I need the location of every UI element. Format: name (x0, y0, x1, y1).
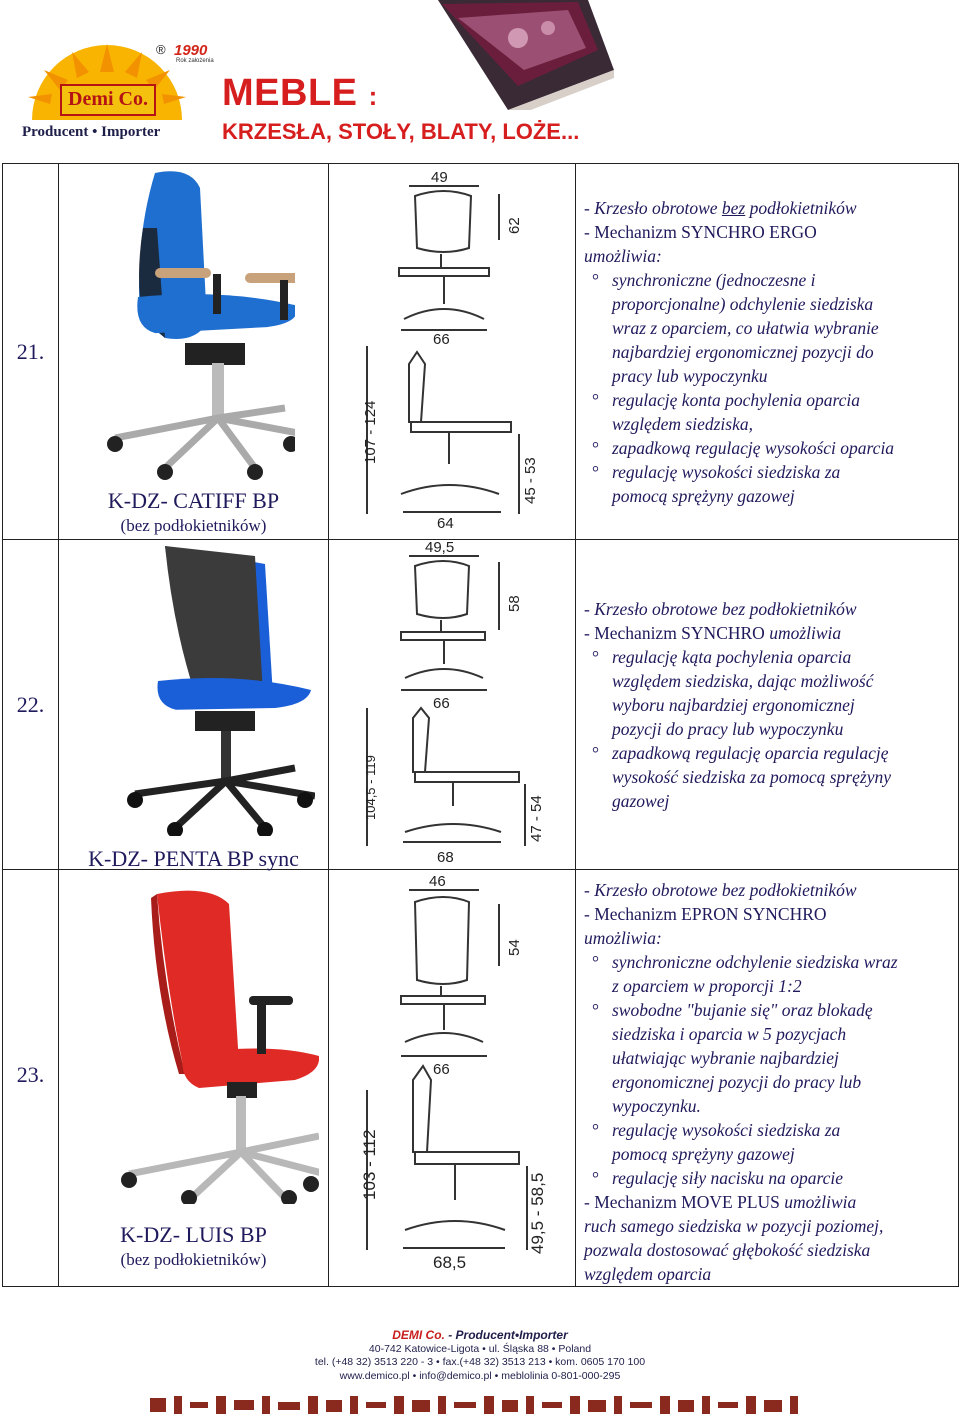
list-item-line: gazowej (612, 791, 670, 811)
desc-text: - (584, 222, 595, 242)
dimension-diagram-cell (329, 540, 576, 870)
desc-text: - Krzesło obrotowe (584, 198, 722, 218)
footer-company (0, 1328, 960, 1342)
row-number: 21. (16, 339, 45, 364)
list-item-line: ułatwiając wybranie najbardziej (612, 1048, 839, 1068)
desc-text: - (584, 623, 595, 643)
row-number: 22. (16, 692, 45, 717)
description-cell (576, 164, 959, 540)
desc-line: umożliwia: (584, 246, 662, 266)
dim-base-width: 68 (437, 849, 454, 866)
list-item-line: ° regulację siły nacisku na oparcie (612, 1168, 844, 1188)
model-name: K-DZ- LUIS BP (120, 1222, 267, 1247)
dim-seat-width: 66 (433, 1061, 450, 1078)
desc-underlined: bez (721, 198, 746, 218)
list-item-line: ° synchroniczne odchylenie siedziska wraz (612, 952, 898, 972)
dim-seat-height: 45 - 53 (522, 457, 539, 504)
table-row (3, 164, 959, 540)
list-item-line: pozycji do pracy lub wypoczynku (612, 719, 844, 739)
desc-text: - (584, 1192, 595, 1212)
list-item-line: ° regulację kąta pochylenia oparcia (612, 647, 852, 667)
dimension-diagram-cell (329, 164, 576, 540)
row-number-cell (3, 164, 59, 540)
row-number-cell (3, 540, 59, 870)
dim-total-height: 107 - 124 (362, 400, 379, 464)
dim-top-width: 49,5 (425, 540, 455, 556)
dim-top-width: 49 (431, 169, 448, 186)
chair-photo-cell (59, 540, 329, 870)
dim-total-height: 103 - 112 (360, 1129, 379, 1200)
list-item (612, 741, 952, 813)
mechanism-line (584, 220, 952, 244)
list-item-line: wyboru najbardziej ergonomicznej (612, 695, 855, 715)
list-item-line: ° synchroniczne (jednoczesne i (612, 270, 816, 290)
feature-list (584, 645, 952, 813)
dim-total-height: 104,5 - 119 (363, 755, 378, 820)
list-item (612, 1118, 952, 1166)
desc-line: względem oparcia (584, 1264, 712, 1284)
chair-photo-penta (95, 546, 315, 836)
chair-photo-luis (99, 884, 319, 1204)
list-item-line: najbardziej ergonomicznej pozycji do (612, 342, 874, 362)
table-row (3, 870, 959, 1287)
list-item-line: ergonomicznej pozycji do pracy lub (612, 1072, 862, 1092)
list-item-line: z oparciem w proporcji 1:2 (612, 976, 802, 996)
desc-line: pozwala dostosować głębokość siedziska (584, 1240, 871, 1260)
footer-phones: tel. (+48 32) 3513 220 - 3 • fax.(+48 32) 3513 213 • kom. 0605 170 100 (314, 1356, 646, 1368)
desc-line: ruch samego siedziska w pozycji poziomej, (584, 1216, 884, 1236)
footer-company-name: DEMI Co. (392, 1328, 445, 1342)
product-table (2, 163, 959, 1287)
list-item (612, 998, 952, 1118)
dimension-diagram-penta (329, 540, 574, 870)
founding-caption: Rok założenia (176, 58, 214, 64)
mechanism-name: Mechanizm MOVE PLUS (594, 1192, 780, 1212)
dim-seat-width: 66 (433, 331, 450, 348)
list-item-line: ° regulację wysokości siedziska za (612, 462, 841, 482)
page-subtitle: KRZESŁA, STOŁY, BLATY, LOŻE... (222, 119, 580, 144)
list-item-line: ° regulację konta pochylenia oparcia (612, 390, 861, 410)
dimension-diagram-luis (329, 870, 574, 1278)
desc-text: podłokietników (745, 198, 857, 218)
dim-back-height: 62 (506, 217, 523, 234)
mechanism-line (584, 902, 952, 926)
model-note: (bez podłokietników) (120, 1250, 267, 1269)
list-item (612, 950, 952, 998)
page-title-text: MEBLE (222, 72, 358, 114)
mechanism-line (584, 1190, 952, 1214)
description-cell (576, 870, 959, 1287)
table-row (3, 540, 959, 870)
company-logo: Demi Co. (60, 84, 156, 116)
list-item-line: ° regulację wysokości siedziska za (612, 1120, 841, 1140)
chair-photo-cell (59, 870, 329, 1287)
furniture-icon-strip (150, 1392, 810, 1418)
model-name: K-DZ- PENTA BP sync (88, 846, 299, 871)
footer-web: www.demico.pl • info@demico.pl • meblolinia 0-801-000-295 (339, 1370, 621, 1382)
model-name: K-DZ- CATIFF BP (107, 488, 280, 513)
list-item-line: wypoczynku. (612, 1096, 701, 1116)
list-item-line: pomocą sprężyny gazowej (612, 486, 795, 506)
list-item-line: względem siedziska, dając możliwość (612, 671, 874, 691)
description-cell (576, 540, 959, 870)
mechanism-name: Mechanizm SYNCHRO ERGO (594, 222, 817, 242)
dim-back-height: 54 (506, 939, 523, 956)
registered-mark: ® (156, 42, 166, 57)
list-item (612, 388, 952, 436)
list-item-line: pracy lub wypoczynku (612, 366, 768, 386)
dim-seat-width: 66 (433, 695, 450, 712)
list-item-line: ° zapadkową regulację wysokości oparcia (612, 438, 895, 458)
list-item-line: względem siedziska, (612, 414, 753, 434)
list-item-line: ° swobodne "bujanie się" oraz blokadę (612, 1000, 873, 1020)
mechanism-name: Mechanizm EPRON SYNCHRO (594, 904, 827, 924)
mechanism-name: Mechanizm SYNCHRO (594, 623, 765, 643)
desc-line: - Krzesło obrotowe bez podłokietników (584, 880, 857, 900)
producer-importer-tagline: Producent • Importer (22, 124, 161, 140)
list-item (612, 1166, 952, 1190)
desc-text: - (584, 904, 595, 924)
list-item (612, 268, 952, 388)
desc-text: umożliwia (779, 1192, 857, 1212)
feature-list (584, 268, 952, 508)
row-number: 23. (16, 1062, 45, 1087)
desc-line (584, 196, 952, 220)
desc-line: umożliwia: (584, 928, 662, 948)
feature-list (584, 950, 952, 1190)
list-item-line: wysokość siedziska za pomocą sprężyny (612, 767, 891, 787)
footer-address: 40-742 Katowice-Ligota • ul. Śląska 88 • Poland (368, 1343, 592, 1355)
page-title-colon: : (368, 81, 378, 111)
row-number-cell (3, 870, 59, 1287)
dim-base-width: 68,5 (433, 1253, 467, 1272)
table-top-sample-image (428, 0, 618, 110)
list-item-line: ° zapadkową regulację oparcia regulację (612, 743, 889, 763)
founding-year: 1990 (174, 42, 208, 59)
chair-photo-cell (59, 164, 329, 540)
dimension-diagram-cell (329, 870, 576, 1287)
list-item-line: wraz z oparciem, co ułatwia wybranie (612, 318, 879, 338)
model-note: (bez podłokietników) (120, 516, 267, 535)
desc-line: - Krzesło obrotowe bez podłokietników (584, 599, 857, 619)
dim-top-width: 46 (429, 873, 446, 890)
list-item-line: siedziska i oparcia w 5 pozycjach (612, 1024, 847, 1044)
dim-back-height: 58 (506, 595, 523, 612)
list-item (612, 645, 952, 741)
dim-seat-height: 47 - 54 (528, 795, 545, 842)
desc-text: umożliwia (764, 623, 842, 643)
list-item-line: pomocą sprężyny gazowej (612, 1144, 795, 1164)
list-item (612, 460, 952, 508)
page-title (222, 72, 378, 115)
footer-company-tail: - Producent•Importer (444, 1328, 568, 1342)
dim-base-width: 64 (437, 515, 454, 532)
chair-photo-catiff (95, 168, 295, 480)
list-item-line: proporcjonalne) odchylenie siedziska (612, 294, 874, 314)
dimension-diagram-catiff (329, 164, 574, 540)
dim-seat-height: 49,5 - 58,5 (528, 1172, 547, 1254)
mechanism-line (584, 621, 952, 645)
list-item (612, 436, 952, 460)
